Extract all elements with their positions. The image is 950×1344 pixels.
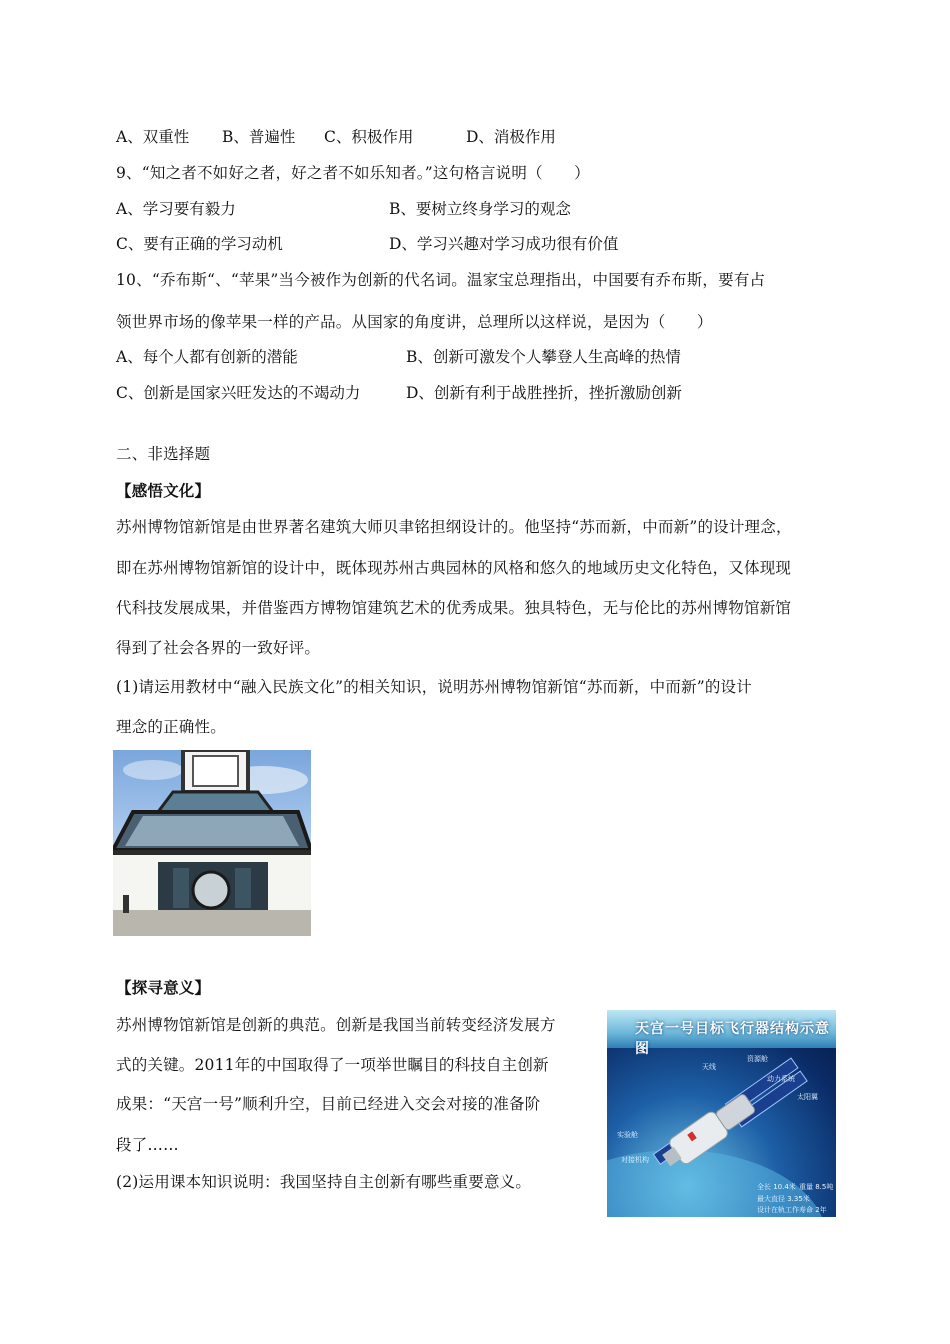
culture-para-line: 代科技发展成果，并借鉴西方博物馆建筑艺术的优秀成果。独具特色，无与伦比的苏州博物馆新馆 — [116, 599, 792, 617]
tiangong-spec: 全长 10.4米 — [757, 1183, 796, 1191]
q8-option-a: A、双重性 — [116, 128, 190, 146]
tiangong-label: 动力系统 — [767, 1075, 795, 1083]
culture-para-line: 得到了社会各界的一致好评。 — [116, 639, 321, 657]
meaning-para-line: 式的关键。2011年的中国取得了一项举世瞩目的科技自主创新 — [116, 1056, 549, 1074]
q8-option-b: B、普遍性 — [222, 128, 296, 146]
tiangong-title: 天宫一号目标飞行器结构示意图 — [635, 1021, 830, 1057]
culture-question-line: 理念的正确性。 — [116, 718, 226, 736]
culture-para-line: 即在苏州博物馆新馆的设计中，既体现苏州古典园林的风格和悠久的地域历史文化特色，又体现现 — [116, 559, 792, 577]
section2-title: 二、非选择题 — [116, 445, 211, 463]
meaning-para-line: 苏州博物馆新馆是创新的典范。创新是我国当前转变经济发展方 — [116, 1016, 556, 1034]
museum-drawing — [113, 750, 311, 936]
tiangong-label: 对接机构 — [621, 1156, 649, 1164]
tiangong-label: 实验舱 — [617, 1131, 638, 1139]
q10-option-c: C、创新是国家兴旺发达的不竭动力 — [116, 384, 361, 402]
q10-stem-line2: 领世界市场的像苹果一样的产品。从国家的角度讲，总理所以这样说，是因为（ ） — [116, 313, 713, 331]
tiangong-structure-image — [607, 1010, 836, 1217]
q10-option-a: A、每个人都有创新的潜能 — [116, 348, 298, 366]
q9-option-a: A、学习要有毅力 — [116, 200, 236, 218]
meaning-para-line: 成果：“天宫一号”顺利升空，目前已经进入交会对接的准备阶 — [116, 1095, 541, 1113]
tiangong-spec: 设计在轨工作寿命 2年 — [757, 1206, 827, 1214]
tiangong-label: 天线 — [702, 1063, 716, 1071]
q10-stem-line1: 10、“乔布斯“、“苹果”当今被作为创新的代名词。温家宝总理指出，中国要有乔布斯，要有占 — [116, 271, 766, 289]
q8-option-c: C、积极作用 — [324, 128, 414, 146]
suzhou-museum-photo — [113, 750, 311, 936]
tiangong-label: 太阳翼 — [797, 1093, 818, 1101]
q9-option-d: D、学习兴趣对学习成功很有价值 — [389, 235, 619, 253]
meaning-question: (2)运用课本知识说明：我国坚持自主创新有哪些重要意义。 — [116, 1173, 532, 1191]
tiangong-label: 资源舱 — [747, 1055, 768, 1063]
q9-option-b: B、要树立终身学习的观念 — [389, 200, 571, 218]
culture-para-line: 苏州博物馆新馆是由世界著名建筑大师贝聿铭担纲设计的。他坚持“苏而新，中而新”的设计理念， — [116, 518, 792, 536]
q9-option-c: C、要有正确的学习动机 — [116, 235, 283, 253]
culture-heading: 【感悟文化】 — [116, 482, 211, 500]
meaning-heading: 【探寻意义】 — [116, 979, 211, 997]
q8-option-d: D、消极作用 — [466, 128, 556, 146]
meaning-para-line: 段了…… — [116, 1136, 179, 1154]
q10-option-b: B、创新可激发个人攀登人生高峰的热情 — [406, 348, 681, 366]
q10-option-d: D、创新有利于战胜挫折，挫折激励创新 — [406, 384, 682, 402]
q9-stem: 9、“知之者不如好之者，好之者不如乐知者。”这句格言说明（ ） — [116, 164, 590, 182]
tiangong-spec: 重量 8.5吨 — [799, 1183, 834, 1191]
culture-question-line: (1)请运用教材中“融入民族文化”的相关知识，说明苏州博物馆新馆“苏而新，中而新”的设计 — [116, 678, 752, 696]
tiangong-spec: 最大直径 3.35米 — [757, 1195, 810, 1203]
